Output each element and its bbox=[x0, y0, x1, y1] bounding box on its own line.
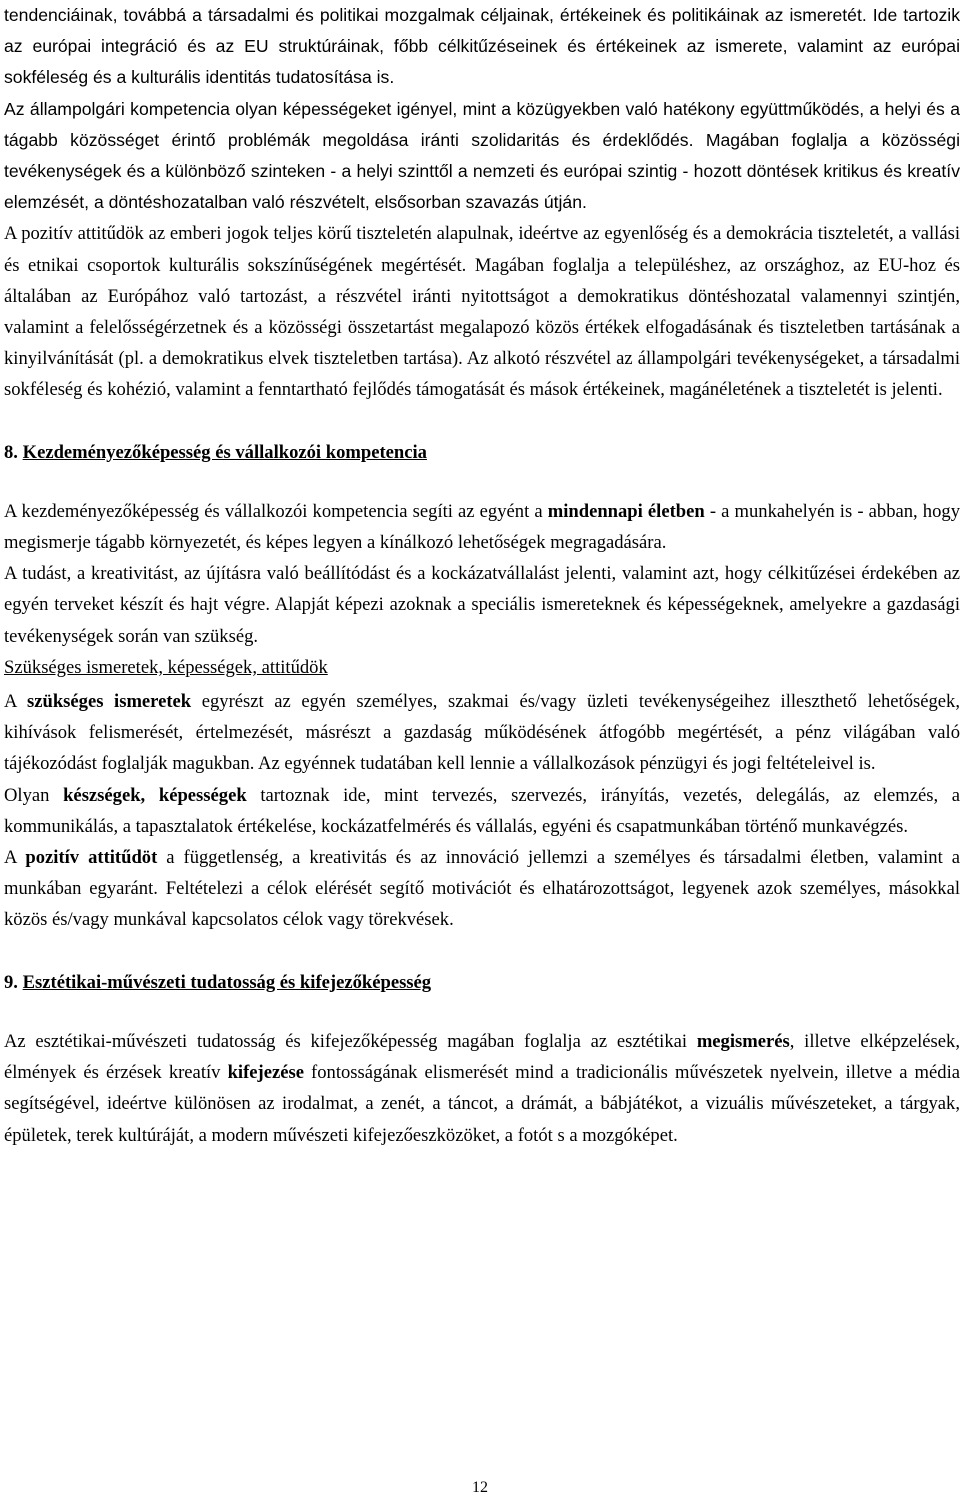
bold-phrase: mindennapi életben bbox=[547, 500, 705, 522]
paragraph-eu-integration: tendenciáinak, továbbá a társadalmi és politikai mozgalmak céljainak, értékeinek és politikáinak az ismeretét. Ide tartozik az európai integráció és az EU struktúráinak, főbb célkitűzéseinek és értékeinek az ismerete, valamint az európai sokféleség és a kulturális identitás tudatosítása is. bbox=[4, 5, 960, 88]
bold-phrase: kifejezése bbox=[227, 1062, 304, 1084]
paragraph-skills-abilities: Olyan készségek, képességek tartoznak ide, mint tervezés, szervezés, irányítás, vezetés, delegálás, az elemzés, a kommunikálás, a tapasztalatok értékelése, kockázatfelmérés és vállalás, egyéni és csapatmunkában történő munkavégzés. bbox=[4, 784, 960, 837]
bold-phrase: megismerés bbox=[696, 1030, 790, 1052]
subheading-knowledge-skills-attitudes: Szükséges ismeretek, képességek, attitűdök bbox=[4, 656, 328, 678]
section-number: 9. bbox=[4, 971, 18, 993]
section-title: Esztétikai-művészeti tudatosság és kifejezőképesség bbox=[22, 971, 432, 993]
paragraph-positive-attitude: A pozitív attitűdöt a függetlenség, a kreativitás és az innováció jellemzi a személyes és társadalmi életben, valamint a munkában egyaránt. Feltételezi a célok elérését segítő motivációt és elhatározottságot, legyenek azok személyes, másokkal közös és/vagy munkával kapcsolatos célok vagy törekvések. bbox=[4, 847, 960, 931]
paragraph-positive-attitudes: A pozitív attitűdök az emberi jogok teljes körű tiszteletén alapulnak, ideértve az egyenlőség és a demokrácia tiszteletét, a vallási és etnikai csoportok kulturális sokszínűségének megértését. Magában foglalja a településhez, az országhoz, az EU-hoz és általában az Európához való tartozást, a részvétel iránti nyitottságot a demokratikus döntéshozatal valamennyi szintjén, valamint a felelősségérzetnek és a közösségi összetartást megalapozó közös értékek elfogadásának és tiszteletben tartásának a kinyilvánítását (pl. a demokratikus elvek tiszteletben tartása). Az alkotó részvétel az állampolgári tevékenységeket, a társadalmi sokféleség és kohézió, valamint a fenntartható fejlődés támogatását és mások értékeinek, magánéletének a tiszteletét is jelenti. bbox=[4, 223, 960, 401]
paragraph-civic-competence-skills: Az állampolgári kompetencia olyan képességeket igényel, mint a közügyekben való hatékony együttműködés, a helyi és a tágabb közösséget érintő problémák megoldása iránti szolidaritás és érdeklődés. Magában foglalja a közösségi tevékenységek és a különböző szinteken - a helyi szinttől a nemzeti és európai szintig - hozott döntések kritikus és kreatív elemzését, a döntéshozatalban való részvételt, elsősorban szavazás útján. bbox=[4, 98, 960, 213]
page-number: 12 bbox=[472, 1479, 488, 1496]
paragraph-entrepreneurship-intro: A kezdeményezőképesség és vállalkozói kompetencia segíti az egyént a mindennapi életben - a munkahelyén is - abban, hogy megismerje tágabb környezetét, és képes legyen a kínálkozó lehetőségek megragadására. bbox=[4, 500, 960, 554]
bold-phrase: pozitív attitűdöt bbox=[25, 847, 158, 869]
paragraph-aesthetic-awareness: Az esztétikai-művészeti tudatosság és kifejezőképesség magában foglalja az esztétikai megismerés, illetve elképzelések, élmények és érzések kreatív kifejezése fontosságának elismerését mind a tradicionális művészetek nyelvein, illetve a média segítségével, ideértve különösen az irodalmat, a zenét, a táncot, a drámát, a bábjátékot, a vizuális művészeteket, a tárgyak, épületek, terek kultúráját, a modern művészeti kifejezőeszközöket, a fotót s a mozgóképet. bbox=[4, 1030, 960, 1146]
section-number: 8. bbox=[4, 441, 18, 463]
bold-phrase: készségek, képességek bbox=[63, 784, 247, 806]
section-heading-8 bbox=[4, 437, 960, 468]
paragraph-required-knowledge: A szükséges ismeretek egyrészt az egyén személyes, szakmai és/vagy üzleti tevékenységeihez illeszthető lehetőségek, kihívások felismerését, értelmezését, másrészt a gazdaság működésének átfogóbb megértését, a pénz világában való tájékozódást foglalják magukban. Az egyénnek tudatában kell lennie a vállalkozások pénzügyi és jogi feltételeivel is. bbox=[4, 691, 960, 775]
document-page bbox=[4, 0, 960, 1151]
section-heading-9 bbox=[4, 967, 960, 998]
paragraph-entrepreneurship-knowledge: A tudást, a kreativitást, az újításra való beállítódást és a kockázatvállalást jelenti, valamint azt, hogy célkitűzései érdekében az egyén terveket készít és hajt végre. Alapját képezi azoknak a speciális ismereteknek és képességeknek, amelyekre a gazdasági tevékenységek során van szükség. bbox=[4, 563, 960, 647]
bold-phrase: szükséges ismeretek bbox=[27, 691, 192, 713]
section-title: Kezdeményezőképesség és vállalkozói kompetencia bbox=[22, 441, 427, 463]
